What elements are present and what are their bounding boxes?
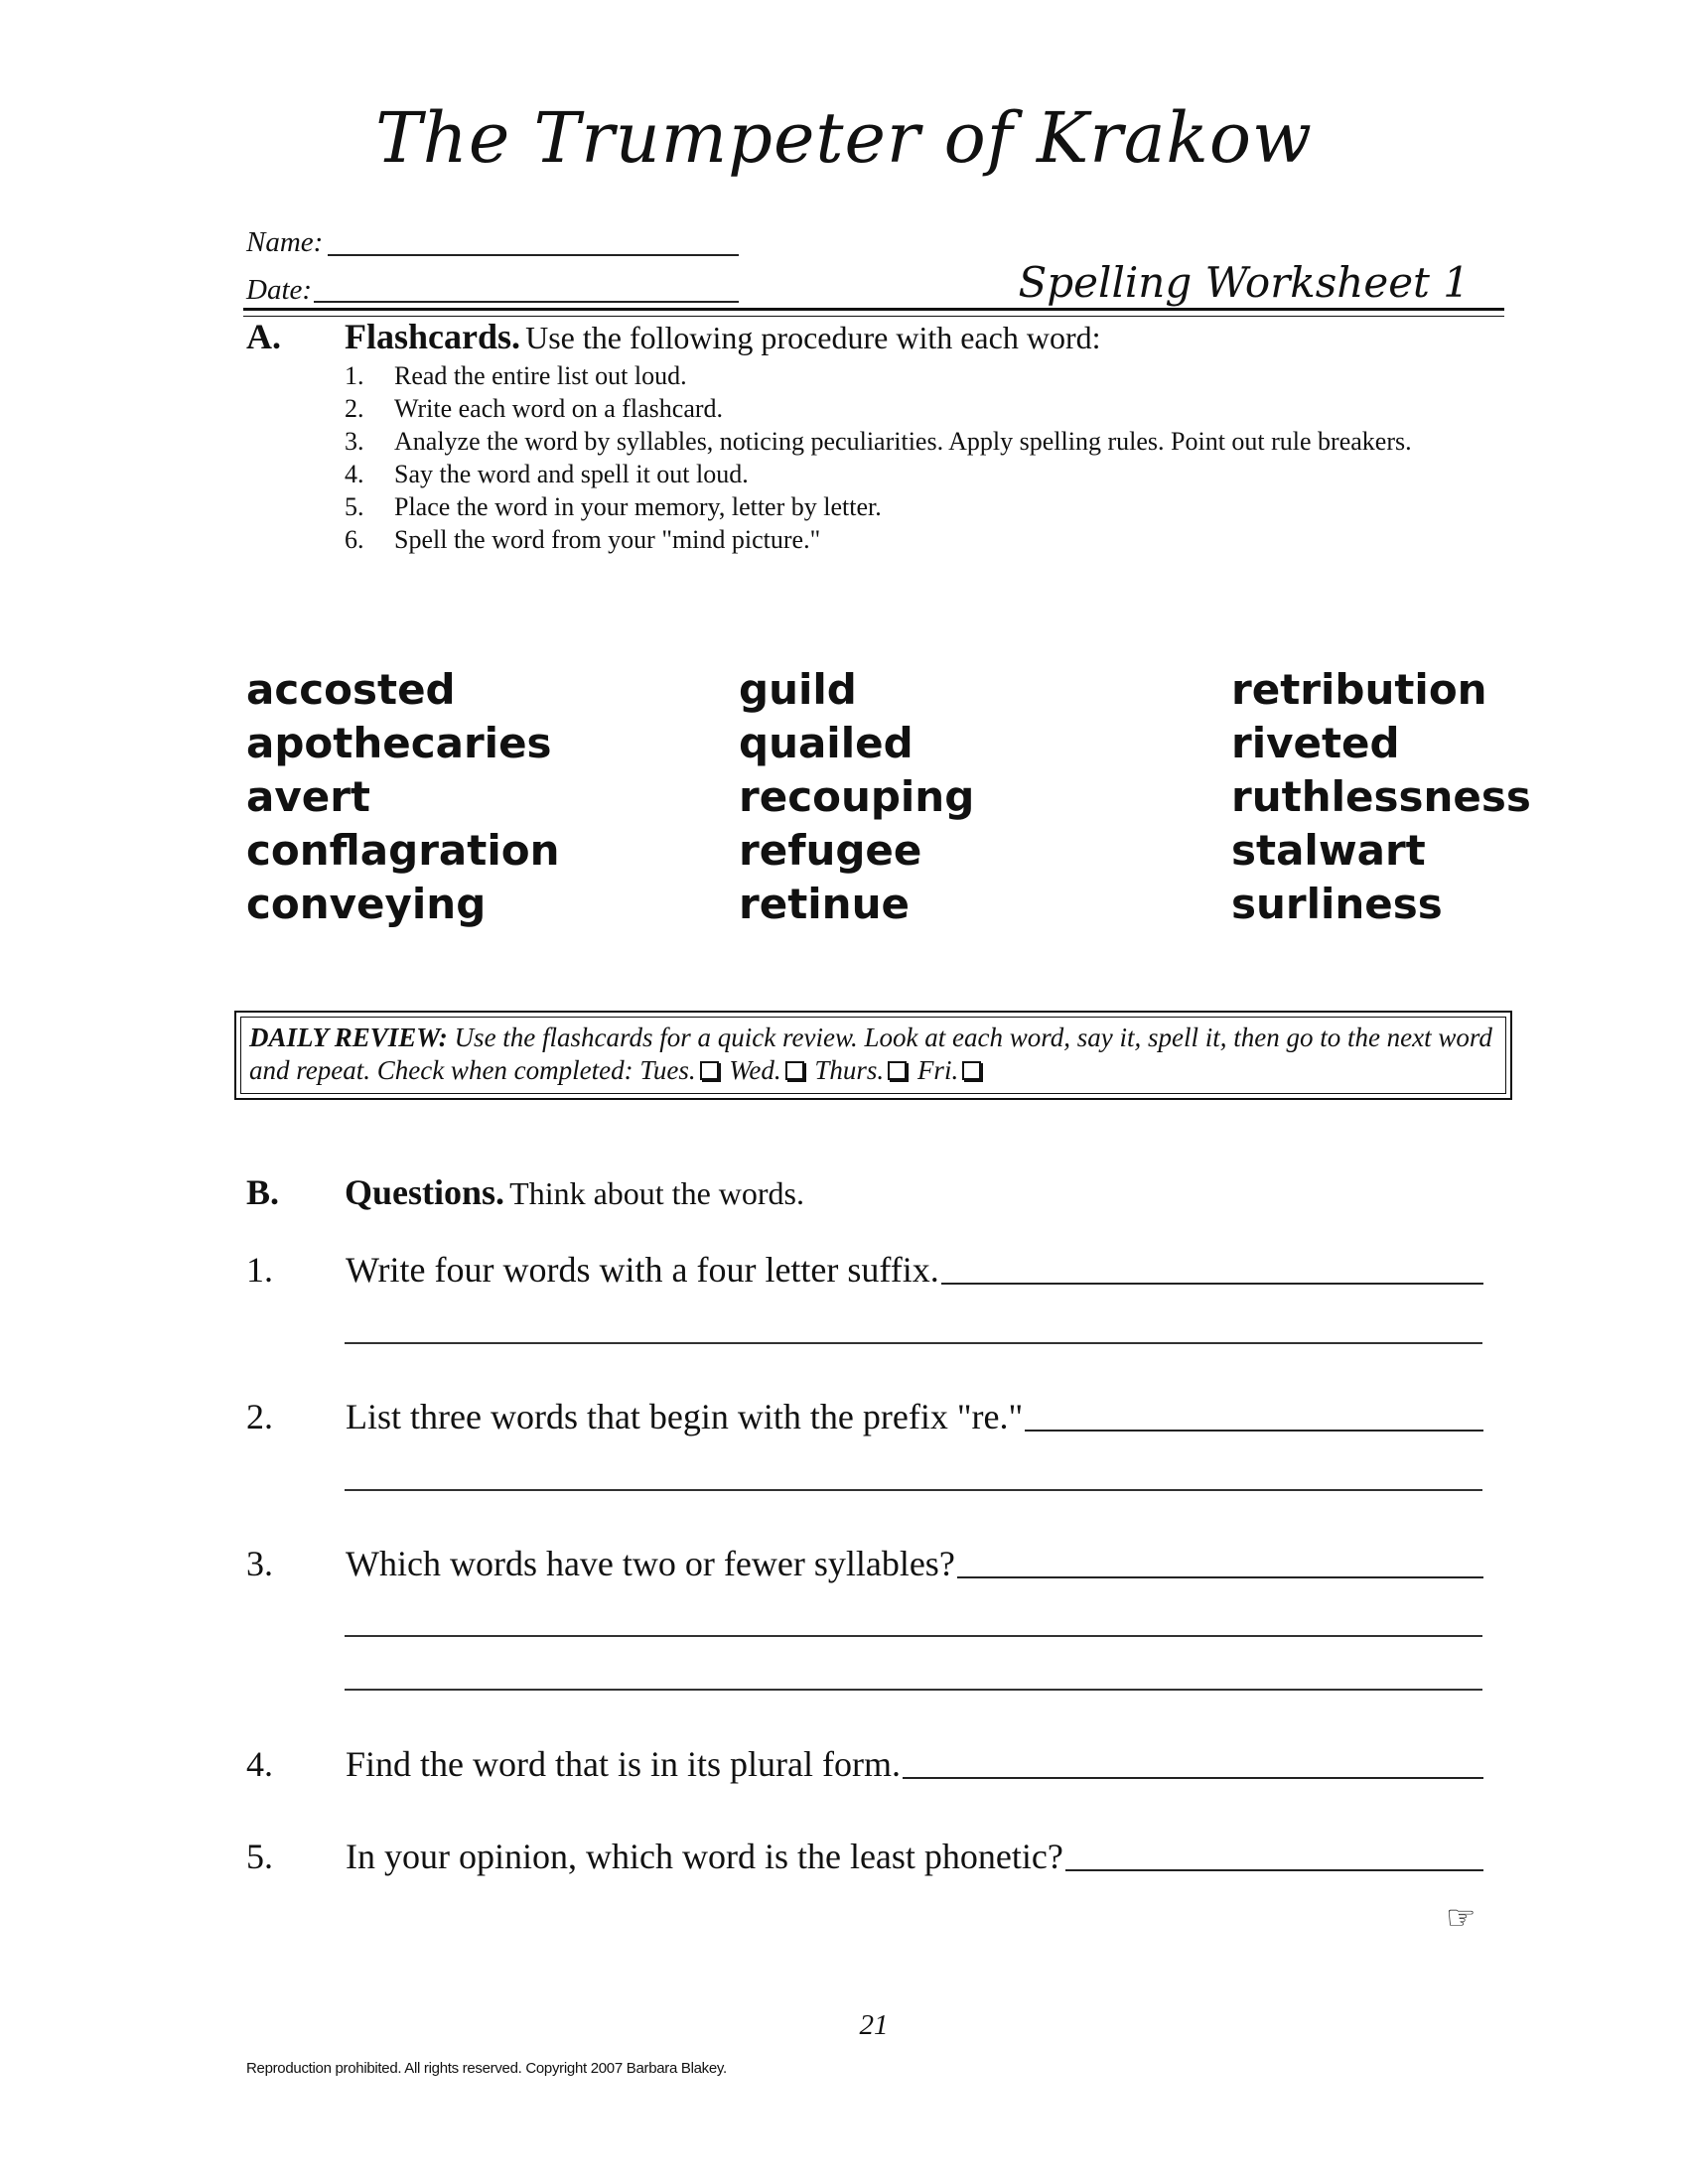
spelling-word: surliness — [1231, 880, 1443, 928]
section-a-title: Flashcards. — [345, 317, 521, 356]
day-label: Fri. — [916, 1055, 959, 1085]
word-column — [739, 663, 1231, 931]
procedure-step — [345, 458, 1496, 490]
checkbox-icon[interactable] — [888, 1061, 907, 1080]
question-text: Find the word that is in its plural form. — [346, 1744, 901, 1784]
section-a-heading — [345, 316, 1100, 357]
spelling-word: retribution — [1231, 665, 1487, 714]
procedure-list — [345, 359, 1496, 556]
daily-review-text — [240, 1017, 1506, 1094]
question — [346, 1743, 1483, 1785]
answer-line[interactable] — [1025, 1430, 1483, 1432]
page-title: The Trumpeter of Krakow — [375, 97, 1313, 179]
name-field[interactable] — [328, 254, 739, 256]
question-number: 3. — [246, 1544, 273, 1583]
question — [346, 1249, 1483, 1291]
procedure-step — [345, 523, 1496, 556]
spelling-word: conflagration — [246, 826, 560, 875]
page-number: 21 — [859, 2009, 889, 2041]
step-number: 4. — [345, 460, 364, 488]
answer-line[interactable] — [345, 1489, 1482, 1491]
day-label: Thurs. — [814, 1055, 885, 1085]
answer-line[interactable] — [957, 1576, 1483, 1578]
answer-line[interactable] — [345, 1342, 1482, 1344]
procedure-step — [345, 392, 1496, 425]
step-text: Place the word in your memory, letter by letter. — [394, 492, 882, 521]
procedure-step — [345, 359, 1496, 392]
question-text: Write four words with a four letter suffix. — [346, 1250, 939, 1290]
day-label: Wed. — [729, 1055, 781, 1085]
spelling-word: guild — [739, 665, 857, 714]
day-label: Tues. — [639, 1055, 696, 1085]
spelling-word: retinue — [739, 880, 910, 928]
spelling-word: stalwart — [1231, 826, 1426, 875]
spelling-word: quailed — [739, 719, 914, 767]
copyright-footer: Reproduction prohibited. All rights reserved. Copyright 2007 Barbara Blakey. — [246, 2060, 727, 2077]
procedure-step — [345, 425, 1496, 458]
answer-line[interactable] — [345, 1635, 1482, 1637]
word-column — [246, 663, 739, 931]
section-b-heading — [345, 1171, 804, 1213]
spelling-word: refugee — [739, 826, 922, 875]
step-number: 1. — [345, 361, 364, 390]
spelling-word: ruthlessness — [1231, 772, 1531, 821]
header-divider — [243, 308, 1504, 311]
answer-line[interactable] — [941, 1283, 1483, 1285]
spelling-word: accosted — [246, 665, 456, 714]
answer-line[interactable] — [903, 1777, 1483, 1779]
pointing-hand-icon: ☞ — [1446, 1898, 1477, 1938]
question-number: 1. — [246, 1250, 273, 1290]
step-text: Analyze the word by syllables, noticing peculiarities. Apply spelling rules. Point out rule breakers. — [394, 427, 1412, 456]
section-a-description: Use the following procedure with each word: — [525, 320, 1101, 355]
answer-line[interactable] — [1065, 1869, 1483, 1871]
date-label: Date: — [246, 274, 313, 306]
spelling-word: conveying — [246, 880, 487, 928]
section-b-description: Think about the words. — [509, 1175, 804, 1211]
step-number: 5. — [345, 492, 364, 521]
step-text: Read the entire list out loud. — [394, 361, 687, 390]
question — [346, 1836, 1483, 1877]
checkbox-icon[interactable] — [785, 1061, 804, 1080]
step-number: 2. — [345, 394, 364, 423]
question-text: Which words have two or fewer syllables? — [346, 1544, 955, 1583]
spelling-word: apothecaries — [246, 719, 552, 767]
spelling-word-list — [246, 663, 1537, 931]
checkbox-icon[interactable] — [700, 1061, 719, 1080]
section-a-letter: A. — [246, 317, 281, 356]
section-b-letter: B. — [246, 1172, 280, 1212]
procedure-step — [345, 490, 1496, 523]
spelling-word: recouping — [739, 772, 975, 821]
daily-review-box — [234, 1011, 1512, 1100]
question-text: In your opinion, which word is the least phonetic? — [346, 1837, 1063, 1876]
step-text: Spell the word from your "mind picture." — [394, 525, 821, 554]
step-text: Write each word on a flashcard. — [394, 394, 724, 423]
section-b-title: Questions. — [345, 1172, 505, 1212]
word-column — [1231, 663, 1529, 931]
spelling-word: riveted — [1231, 719, 1400, 767]
step-number: 6. — [345, 525, 364, 554]
question-number: 4. — [246, 1744, 273, 1784]
worksheet-title: Spelling Worksheet 1 — [1018, 258, 1470, 307]
step-text: Say the word and spell it out loud. — [394, 460, 749, 488]
checkbox-icon[interactable] — [962, 1061, 981, 1080]
name-label: Name: — [246, 226, 324, 258]
question-number: 5. — [246, 1837, 273, 1876]
question — [346, 1543, 1483, 1584]
daily-review-heading: DAILY REVIEW: — [249, 1023, 448, 1052]
question-text: List three words that begin with the prefix "re." — [346, 1397, 1024, 1436]
question-number: 2. — [246, 1397, 273, 1436]
daily-review-instructions: Use the flashcards for a quick review. Look at each word, say it, spell it, then go to the next word and repeat. Check when completed: — [249, 1023, 1492, 1085]
question — [346, 1396, 1483, 1437]
answer-line[interactable] — [345, 1689, 1482, 1691]
spelling-word: avert — [246, 772, 370, 821]
date-field[interactable] — [314, 301, 739, 303]
step-number: 3. — [345, 427, 364, 456]
